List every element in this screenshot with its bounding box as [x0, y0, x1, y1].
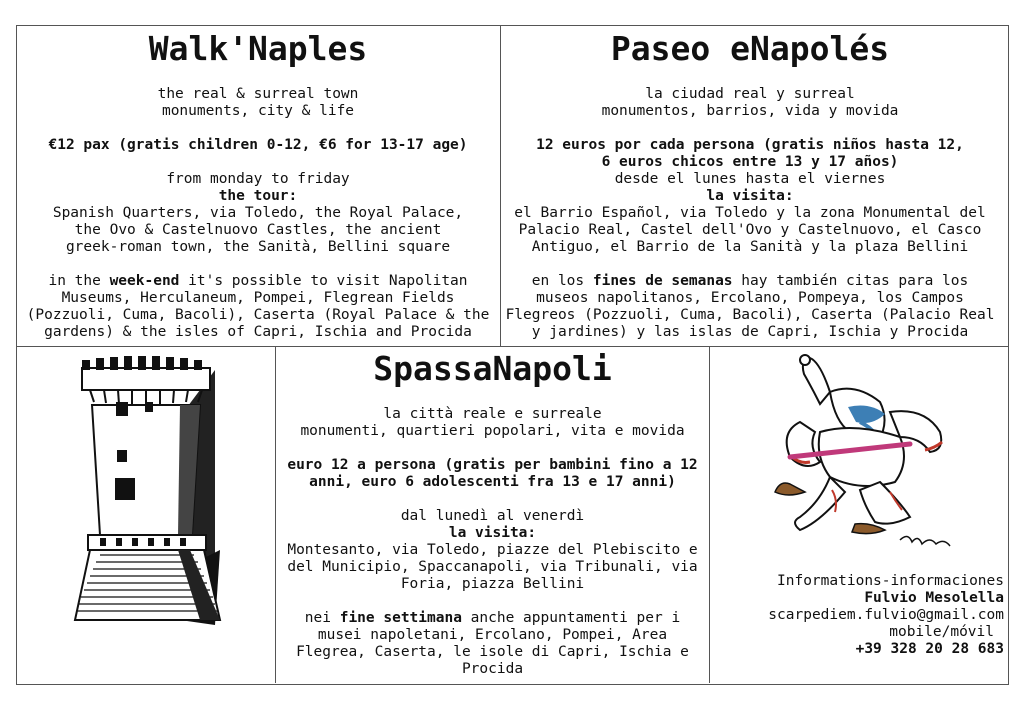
contact-heading: Informations-informaciones	[777, 573, 1004, 589]
castle-tower-illustration	[60, 350, 260, 680]
spanish-price-line: 12 euros por cada persona (gratis niños hasta 12,	[536, 137, 964, 153]
english-weekend-intro: in the week-end it's possible to visit Napolitan	[48, 273, 468, 289]
spanish-weekend-bold: fines de semanas	[592, 273, 733, 289]
pulcinella-drawing	[760, 352, 980, 557]
english-tour-line: Spanish Quarters, via Toledo, the Royal Palace,	[52, 205, 464, 221]
english-price: €12 pax (gratis children 0-12, €6 for 13-17 age)	[48, 137, 468, 153]
english-weekend-bold: week-end	[109, 273, 180, 289]
italian-tour-line: Foria, piazza Bellini	[400, 576, 585, 592]
divider-middle	[16, 346, 1008, 347]
english-weekend-line: gardens) & the isles of Capri, Ischia and Procida	[44, 324, 472, 340]
italian-weekend-bold: fine settimana	[339, 610, 462, 626]
spanish-tagline-2: monumentos, barrios, vida y movida	[601, 103, 899, 119]
english-weekend-line: Museums, Herculaneum, Pompei, Flegrean Fields	[61, 290, 455, 306]
spanish-tour-line: Antiguo, el Barrio de la Sanità y la plaza Bellini	[531, 239, 969, 255]
italian-price-line: euro 12 a persona (gratis per bambini fino a 12	[287, 457, 698, 473]
panel-spanish	[501, 29, 999, 341]
italian-tour-line: Montesanto, via Toledo, piazze del Plebiscito e	[287, 542, 698, 558]
italian-weekend-line: Procida	[461, 661, 524, 677]
italian-tour-label: la visita:	[448, 525, 537, 541]
panel-italian	[276, 349, 709, 678]
pulcinella-illustration	[760, 352, 980, 557]
spanish-tour-label: la visita:	[706, 188, 794, 204]
contact-name: Fulvio Mesolella	[864, 590, 1004, 606]
english-tagline-1: the real & surreal town	[157, 86, 359, 102]
english-title: Walk'Naples	[148, 29, 368, 68]
italian-weekend-intro: nei fine settimana anche appuntamenti per i	[304, 610, 681, 626]
spanish-price-line: 6 euros chicos entre 13 y 17 años)	[601, 154, 899, 170]
spanish-title: Paseo eNapolés	[610, 29, 890, 68]
italian-tagline-1: la città reale e surreale	[383, 406, 602, 422]
contact-email[interactable]: scarpediem.fulvio@gmail.com	[768, 607, 1004, 623]
tower-drawing	[60, 350, 260, 680]
italian-title: SpassaNapoli	[373, 349, 612, 388]
contact-block	[712, 573, 1004, 658]
divider-bottom-right	[709, 346, 710, 683]
english-days: from monday to friday	[166, 171, 350, 187]
panel-english	[16, 29, 500, 341]
spanish-tour-line: Palacio Real, Castel dell'Ovo y Castelnuovo, el Casco	[518, 222, 982, 238]
spanish-tour-line: el Barrio Español, via Toledo y la zona Monumental del	[514, 205, 986, 221]
spanish-weekend-line: museos napolitanos, Ercolano, Pompeya, los Campos	[536, 290, 964, 306]
english-tour-line: greek-roman town, the Sanità, Bellini square	[65, 239, 451, 255]
contact-phone[interactable]: +39 328 20 28 683	[855, 641, 1004, 657]
italian-tagline-2: monumenti, quartieri popolari, vita e movida	[300, 423, 685, 439]
spanish-tagline-1: la ciudad real y surreal	[645, 86, 855, 102]
italian-days: dal lunedì al venerdì	[400, 508, 585, 524]
spanish-weekend-line: Flegreos (Pozzuoli, Cuma, Bacoli), Caserta (Palacio Real	[505, 307, 995, 323]
contact-phone-label: mobile/móvil	[889, 624, 994, 640]
spanish-weekend-intro: en los fines de semanas hay también citas para los	[531, 273, 969, 289]
spanish-weekend-line: y jardines) y las islas de Capri, Ischia y Procida	[531, 324, 969, 340]
english-weekend-line: (Pozzuoli, Cuma, Bacoli), Caserta (Royal Palace & the	[26, 307, 490, 323]
italian-weekend-line: musei napoletani, Ercolano, Pompei, Area	[317, 627, 668, 643]
english-tagline-2: monuments, city & life	[161, 103, 355, 119]
spanish-days: desde el lunes hasta el viernes	[614, 171, 886, 187]
italian-tour-line: del Municipio, Spaccanapoli, via Tribunali, via	[287, 559, 698, 575]
english-tour-label: the tour:	[218, 188, 298, 204]
italian-price-line: anni, euro 6 adolescenti fra 13 e 17 anni)	[309, 474, 676, 490]
italian-weekend-line: Flegrea, Caserta, le isole di Capri, Ischia e	[296, 644, 689, 660]
english-tour-line: the Ovo & Castelnuovo Castles, the ancient	[74, 222, 442, 238]
